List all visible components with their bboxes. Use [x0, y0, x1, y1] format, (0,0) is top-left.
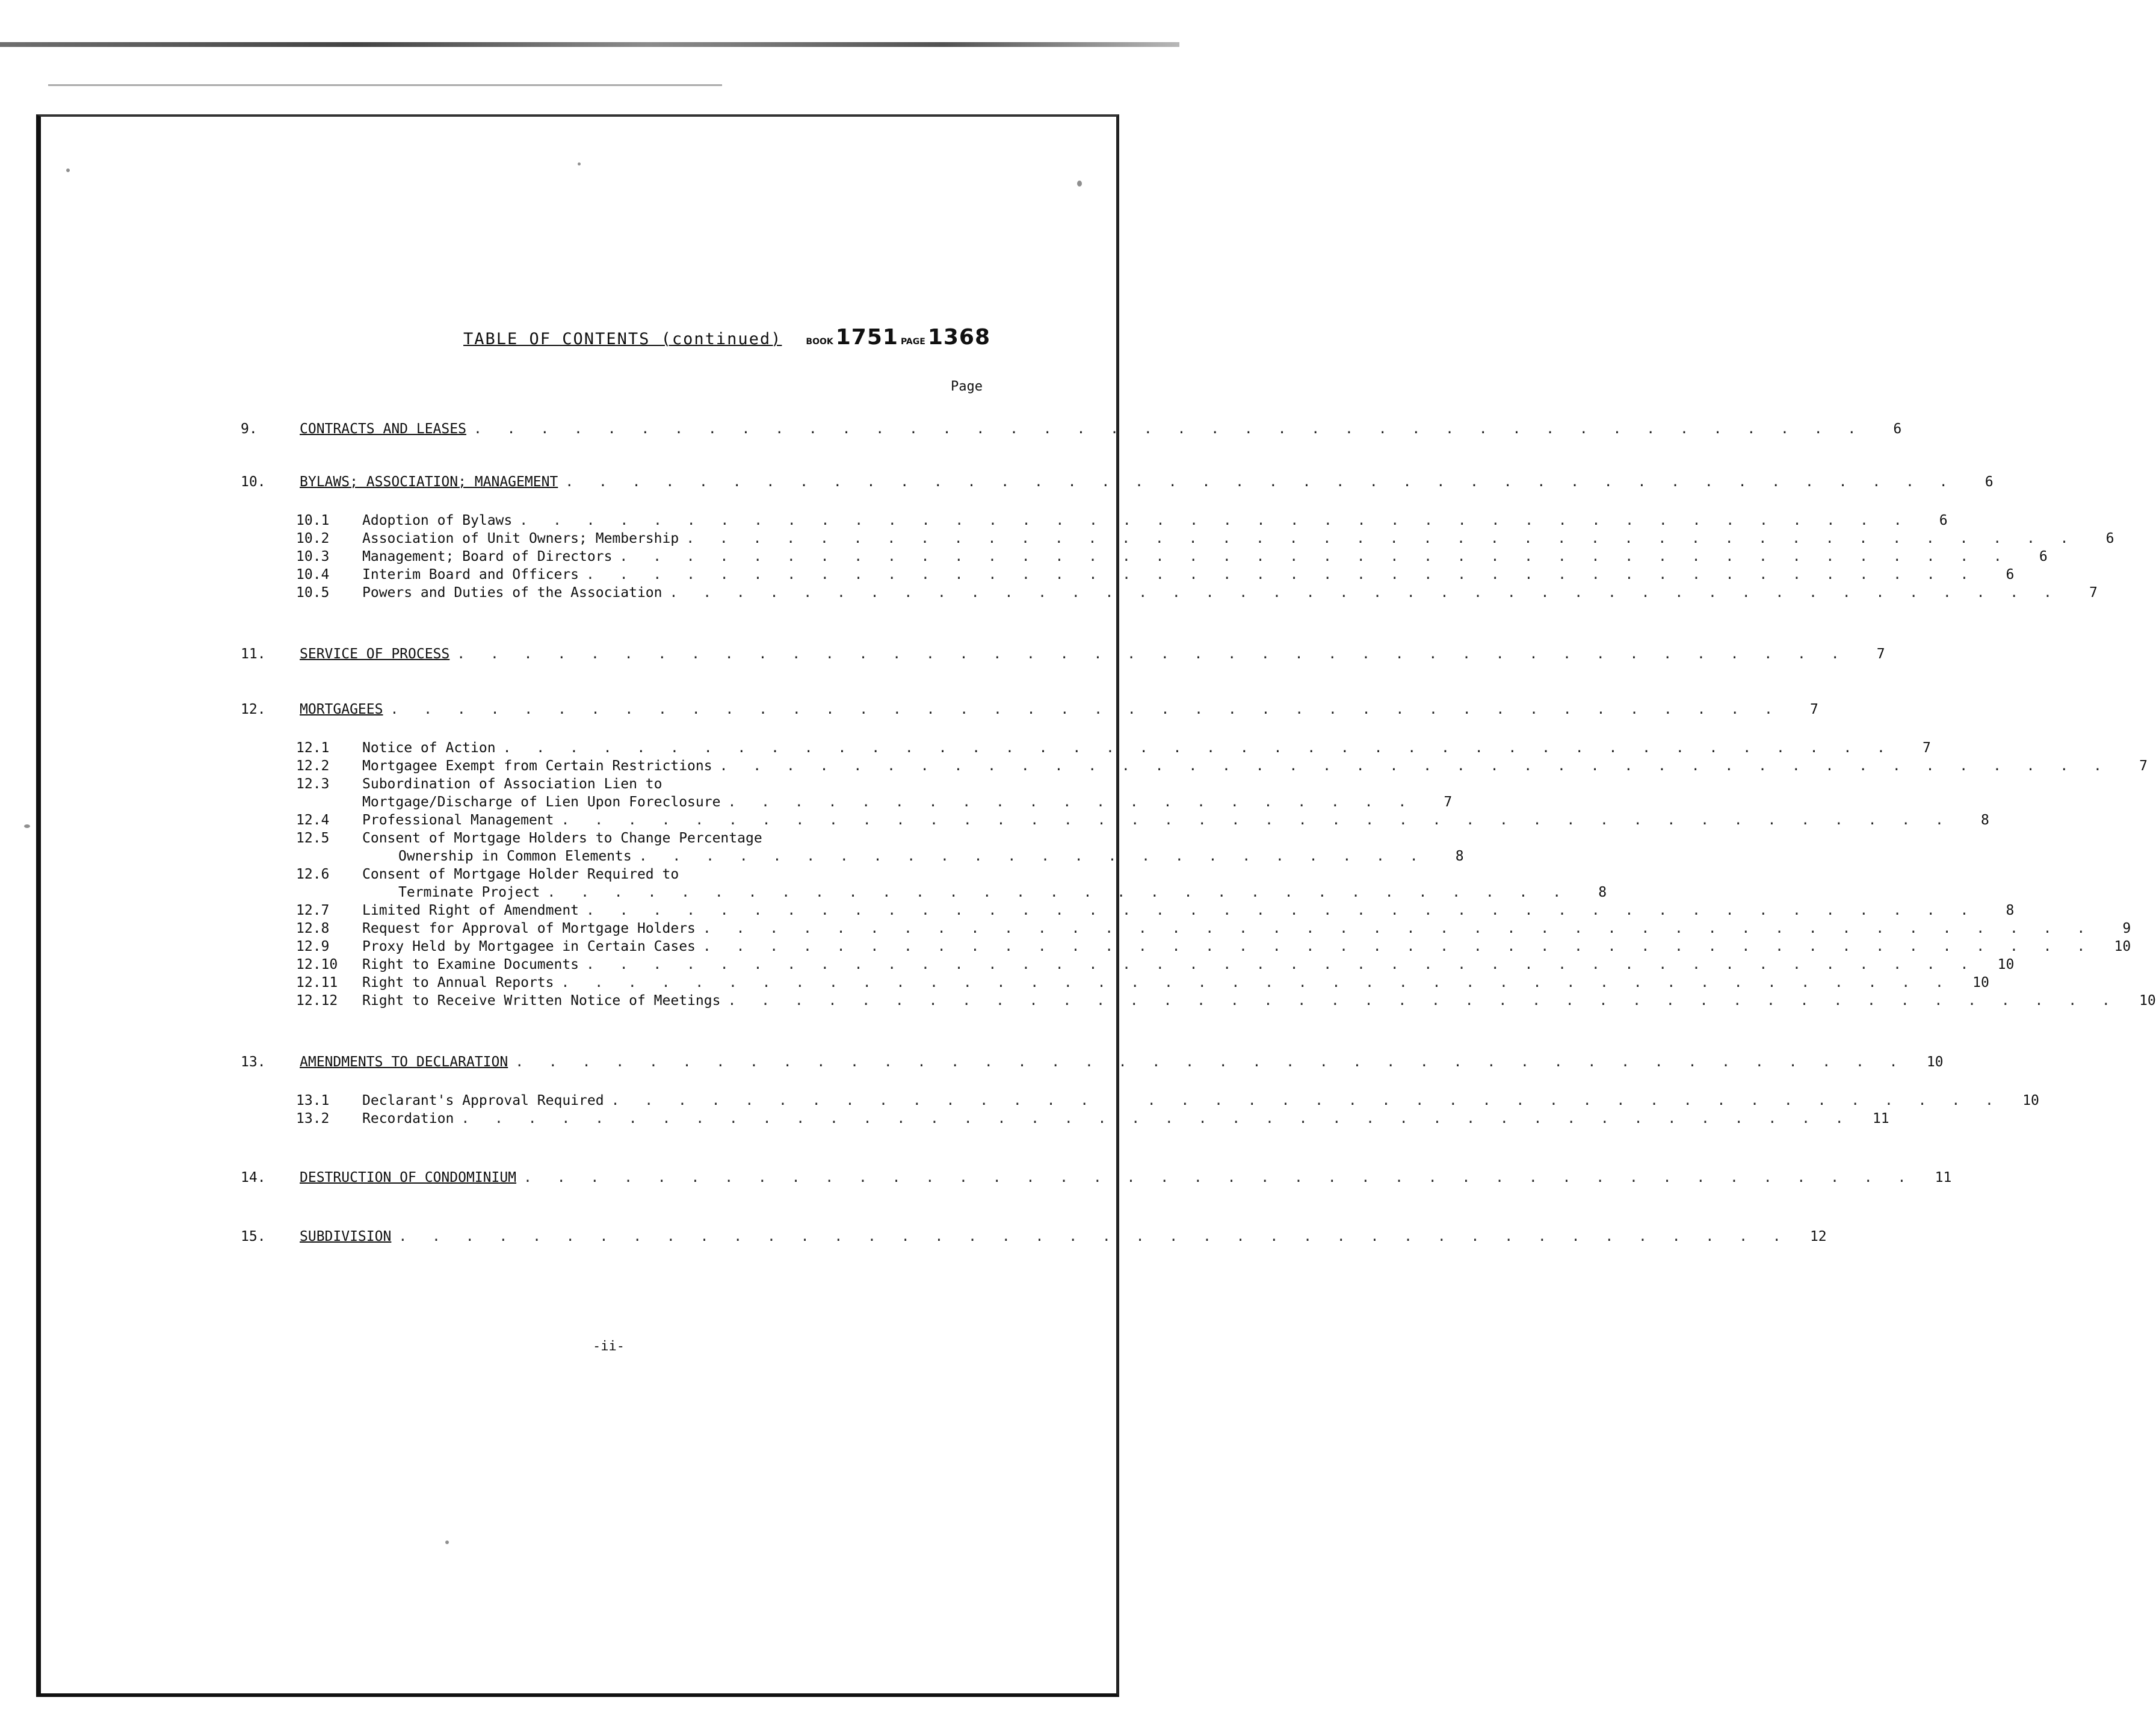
entry-page: 7 — [1809, 702, 1818, 717]
entry-page: 11 — [1872, 1111, 1889, 1126]
toc-entry — [241, 567, 2015, 585]
entry-page: 6 — [2039, 549, 2048, 564]
toc-entry-continuation — [241, 885, 1607, 903]
entry-page: 10 — [2114, 939, 2131, 954]
entry-title: Consent of Mortgage Holder Required to — [362, 867, 679, 882]
entry-page: 7 — [1876, 646, 1885, 662]
entry-title: Subordination of Association Lien to — [362, 776, 663, 792]
page-footer-number: -ii- — [593, 1339, 625, 1354]
scan-speck — [1077, 181, 1082, 187]
entry-title: Recordation — [362, 1111, 454, 1126]
toc-entry — [241, 549, 2048, 567]
toc-entry — [241, 1111, 1889, 1129]
entry-number: 12. — [241, 702, 266, 717]
entry-title: Limited Right of Amendment — [362, 903, 579, 918]
entry-number: 13.1 — [296, 1093, 330, 1108]
entry-number: 12.3 — [296, 776, 330, 792]
entry-number: 12.2 — [296, 758, 330, 774]
toc-entry — [241, 531, 2114, 549]
dot-leader: . . . . . . . . . . . . . . . . . . . . . . . . . . . . . . . . . . . . . . . . . . — [727, 993, 2119, 1009]
dot-leader: . . . . . . . . . . . . . . . . . . . . . — [727, 794, 1415, 810]
entry-number: 12.1 — [296, 740, 330, 756]
scan-speck — [578, 162, 581, 165]
entry-title: Association of Unit Owners; Membership — [362, 531, 679, 546]
entry-page: 10 — [1972, 975, 1989, 990]
dot-leader: . . . . . . . . . . . . . . . . . . . . . . . . . . . . . . . . . . . . . . . . . . — [586, 567, 1977, 583]
toc-entry-continuation — [241, 848, 1464, 867]
toc-title: TABLE OF CONTENTS (continued) — [463, 330, 782, 348]
entry-title: AMENDMENTS TO DECLARATION — [300, 1054, 508, 1070]
entry-number: 12.8 — [296, 921, 330, 936]
entry-page: 10 — [2022, 1093, 2039, 1108]
dot-leader: . . . . . . . . . . . . . . . . . . . . . . . . . . . . . . . . . . . . . . . . . . — [398, 1229, 1790, 1244]
entry-title: Request for Approval of Mortgage Holders — [362, 921, 696, 936]
toc-entry — [241, 993, 2156, 1011]
scan-speck — [24, 824, 30, 828]
scan-edge-artifact — [48, 84, 722, 86]
entry-page: 8 — [1455, 848, 1464, 864]
toc-header — [463, 325, 990, 350]
page-number: 1368 — [927, 325, 991, 350]
entry-number: 14. — [241, 1170, 266, 1185]
entry-title: Right to Examine Documents — [362, 957, 579, 972]
dot-leader: . . . . . . . . . . . . . . . . . . . . . . . . . . . . . . . . . . . . . . . . . . — [565, 474, 1956, 490]
toc-entry — [241, 513, 1948, 531]
entry-title: Right to Receive Written Notice of Meetings — [362, 993, 721, 1009]
entry-number: 10.2 — [296, 531, 330, 546]
dot-leader: . . . . . . . . . . . . . . . . . . . . . . . . . . . . . . . . . . . . . . . . . . — [561, 812, 1952, 828]
entry-title: Ownership in Common Elements — [398, 848, 632, 864]
dot-leader: . . . . . . . . . . . . . . . . . . . . . . . . . . . . . . . . . . . . . . . . . . — [702, 939, 2094, 954]
dot-leader: . . . . . . . . . . . . . . . . . . . . . . . . . . . . . . . . . . . . . . . . . . — [586, 957, 1977, 972]
toc-entry — [241, 776, 981, 794]
toc-entry — [241, 957, 2015, 975]
entry-number: 12.12 — [296, 993, 338, 1009]
entry-page: 6 — [2105, 531, 2114, 546]
toc-entry — [241, 740, 1931, 758]
entry-number: 12.7 — [296, 903, 330, 918]
entry-number: 12.10 — [296, 957, 338, 972]
toc-entry-continuation — [241, 794, 1453, 812]
dot-leader: . . . . . . . . . . . . . . . . . . . . . . . . . . . . . . . . . . . . . . . . . . — [669, 585, 2060, 601]
entry-page: 8 — [1980, 812, 1989, 828]
entry-page: 12 — [1809, 1229, 1827, 1244]
entry-number: 10.3 — [296, 549, 330, 564]
dot-leader: . . . . . . . . . . . . . . . . . . . . . . . . . . . . . . . . . . . . . . . . . . — [461, 1111, 1852, 1126]
entry-title: Right to Annual Reports — [362, 975, 554, 990]
entry-page: 11 — [1935, 1170, 1952, 1185]
book-page-stamp — [806, 325, 990, 350]
entry-page: 10 — [1926, 1054, 1944, 1070]
toc-entry — [241, 474, 1994, 492]
toc-entry — [241, 1170, 1952, 1188]
entry-title: Interim Board and Officers — [362, 567, 579, 583]
toc-entry — [241, 646, 1885, 664]
entry-title: Professional Management — [362, 812, 554, 828]
entry-number: 12.6 — [296, 867, 330, 882]
entry-page: 9 — [2122, 921, 2131, 936]
entry-number: 10.1 — [296, 513, 330, 528]
entry-title: Declarant's Approval Required — [362, 1093, 604, 1108]
entry-number: 9. — [241, 421, 258, 437]
scan-speck — [66, 168, 70, 172]
entry-title: Management; Board of Directors — [362, 549, 613, 564]
dot-leader: . . . . . . . . . . . . . . . . . . . . . . . . . . . . . . . . . . . . . . . . . . — [586, 903, 1977, 918]
toc-entry — [241, 939, 2131, 957]
page-column-label: Page — [951, 379, 983, 394]
entry-page: 10 — [2139, 993, 2156, 1009]
entry-number: 10.5 — [296, 585, 330, 601]
dot-leader: . . . . . . . . . . . . . . . . . . . . . . . . . . . . . . . . . . . . . . . . . . — [719, 758, 2110, 774]
entry-title: DESTRUCTION OF CONDOMINIUM — [300, 1170, 517, 1185]
entry-title: Adoption of Bylaws — [362, 513, 513, 528]
page-label: PAGE — [900, 337, 925, 347]
toc-entry — [241, 702, 1818, 720]
dot-leader: . . . . . . . . . . . . . . . . . . . . . . . . . . . . . . . . . . . . . . . . . . — [515, 1054, 1906, 1070]
toc-entry — [241, 758, 2148, 776]
dot-leader: . . . . . . . . . . . . . . . . . . . . . . . . . . . . . . . . . . . . . . . . . . — [519, 513, 1910, 528]
entry-number: 10.4 — [296, 567, 330, 583]
toc-entry — [241, 830, 981, 848]
entry-number: 12.11 — [296, 975, 338, 990]
entry-page: 6 — [2006, 567, 2015, 583]
toc-entry — [241, 867, 981, 885]
entry-page: 7 — [2089, 585, 2098, 601]
entry-title: SERVICE OF PROCESS — [300, 646, 450, 662]
dot-leader: . . . . . . . . . . . . . . . . . . . . . . . . . . . . . . . . . . . . . . . . . . — [561, 975, 1952, 990]
entry-title: SUBDIVISION — [300, 1229, 392, 1244]
entry-page: 10 — [1997, 957, 2015, 972]
dot-leader: . . . . . . . . . . . . . . . . . . . . . . . . . . . . . . . . . . . . . . . . . . — [390, 702, 1781, 717]
toc-entry — [241, 1229, 1827, 1247]
entry-title: BYLAWS; ASSOCIATION; MANAGEMENT — [300, 474, 558, 490]
entry-number: 12.9 — [296, 939, 330, 954]
entry-title: Terminate Project — [398, 885, 540, 900]
dot-leader: . . . . . . . . . . . . . . . . . . . . . . . . — [638, 848, 1427, 864]
entry-page: 6 — [1893, 421, 1902, 437]
entry-number: 13. — [241, 1054, 266, 1070]
entry-page: 7 — [2139, 758, 2148, 774]
scan-speck — [445, 1541, 449, 1544]
scan-edge-artifact — [0, 42, 1179, 47]
entry-title: Mortgagee Exempt from Certain Restrictions — [362, 758, 712, 774]
dot-leader: . . . . . . . . . . . . . . . . . . . . . . . . . . . . . . . . . . . . . . . . . . — [686, 531, 2077, 546]
toc-entry — [241, 1093, 2039, 1111]
entry-number: 10. — [241, 474, 266, 490]
entry-page: 7 — [1444, 794, 1453, 810]
entry-number: 12.4 — [296, 812, 330, 828]
dot-leader: . . . . . . . . . . . . . . . . . . . . . . . . . . . . . . . . . . . . . . . . . . — [702, 921, 2094, 936]
entry-number: 15. — [241, 1229, 266, 1244]
toc-entry — [241, 921, 2131, 939]
entry-page: 8 — [2006, 903, 2015, 918]
dot-leader: . . . . . . . . . . . . . . . . . . . . . . . . . . . . . . . . . . . . . . . . . . — [502, 740, 1894, 756]
entry-title: Mortgage/Discharge of Lien Upon Foreclosure — [362, 794, 721, 810]
dot-leader: . . . . . . . . . . . . . . . . . . . . . . . . . . . . . . . . . . . . . . . . . . — [457, 646, 1848, 662]
toc-entry — [241, 975, 1989, 993]
entry-title: Proxy Held by Mortgagee in Certain Cases — [362, 939, 696, 954]
book-number: 1751 — [835, 325, 898, 350]
dot-leader: . . . . . . . . . . . . . . . . . . . . . . . . . . . . . . . . . . . . . . . . . . — [473, 421, 1865, 437]
entry-number: 11. — [241, 646, 266, 662]
entry-page: 6 — [1939, 513, 1948, 528]
dot-leader: . . . . . . . . . . . . . . . . . . . . . . . . . . . . . . . . . . . . . . . . . . — [524, 1170, 1915, 1185]
toc-entry — [241, 585, 2098, 603]
entry-page: 7 — [1923, 740, 1931, 756]
toc-entry — [241, 1054, 1944, 1072]
entry-title: MORTGAGEES — [300, 702, 383, 717]
entry-number: 13.2 — [296, 1111, 330, 1126]
entry-title: Powers and Duties of the Association — [362, 585, 663, 601]
entry-title: Notice of Action — [362, 740, 496, 756]
entry-page: 8 — [1598, 885, 1607, 900]
entry-page: 6 — [1985, 474, 1994, 490]
dot-leader: . . . . . . . . . . . . . . . . . . . . . . . . . . . . . . . . . . . . . . . . . . — [619, 549, 2010, 564]
dot-leader: . . . . . . . . . . . . . . . . . . . . . . . . . . . . . . . . . . . . . . . . . . — [611, 1093, 2002, 1108]
toc-entry — [241, 903, 2015, 921]
dot-leader: . . . . . . . . . . . . . . . . . . . . . . . . . . . . . . . — [547, 885, 1570, 900]
entry-title: Consent of Mortgage Holders to Change Percentage — [362, 830, 762, 846]
entry-number: 12.5 — [296, 830, 330, 846]
toc-entry — [241, 421, 1902, 439]
toc-entry — [241, 812, 1989, 830]
book-label: BOOK — [806, 337, 833, 347]
entry-title: CONTRACTS AND LEASES — [300, 421, 466, 437]
